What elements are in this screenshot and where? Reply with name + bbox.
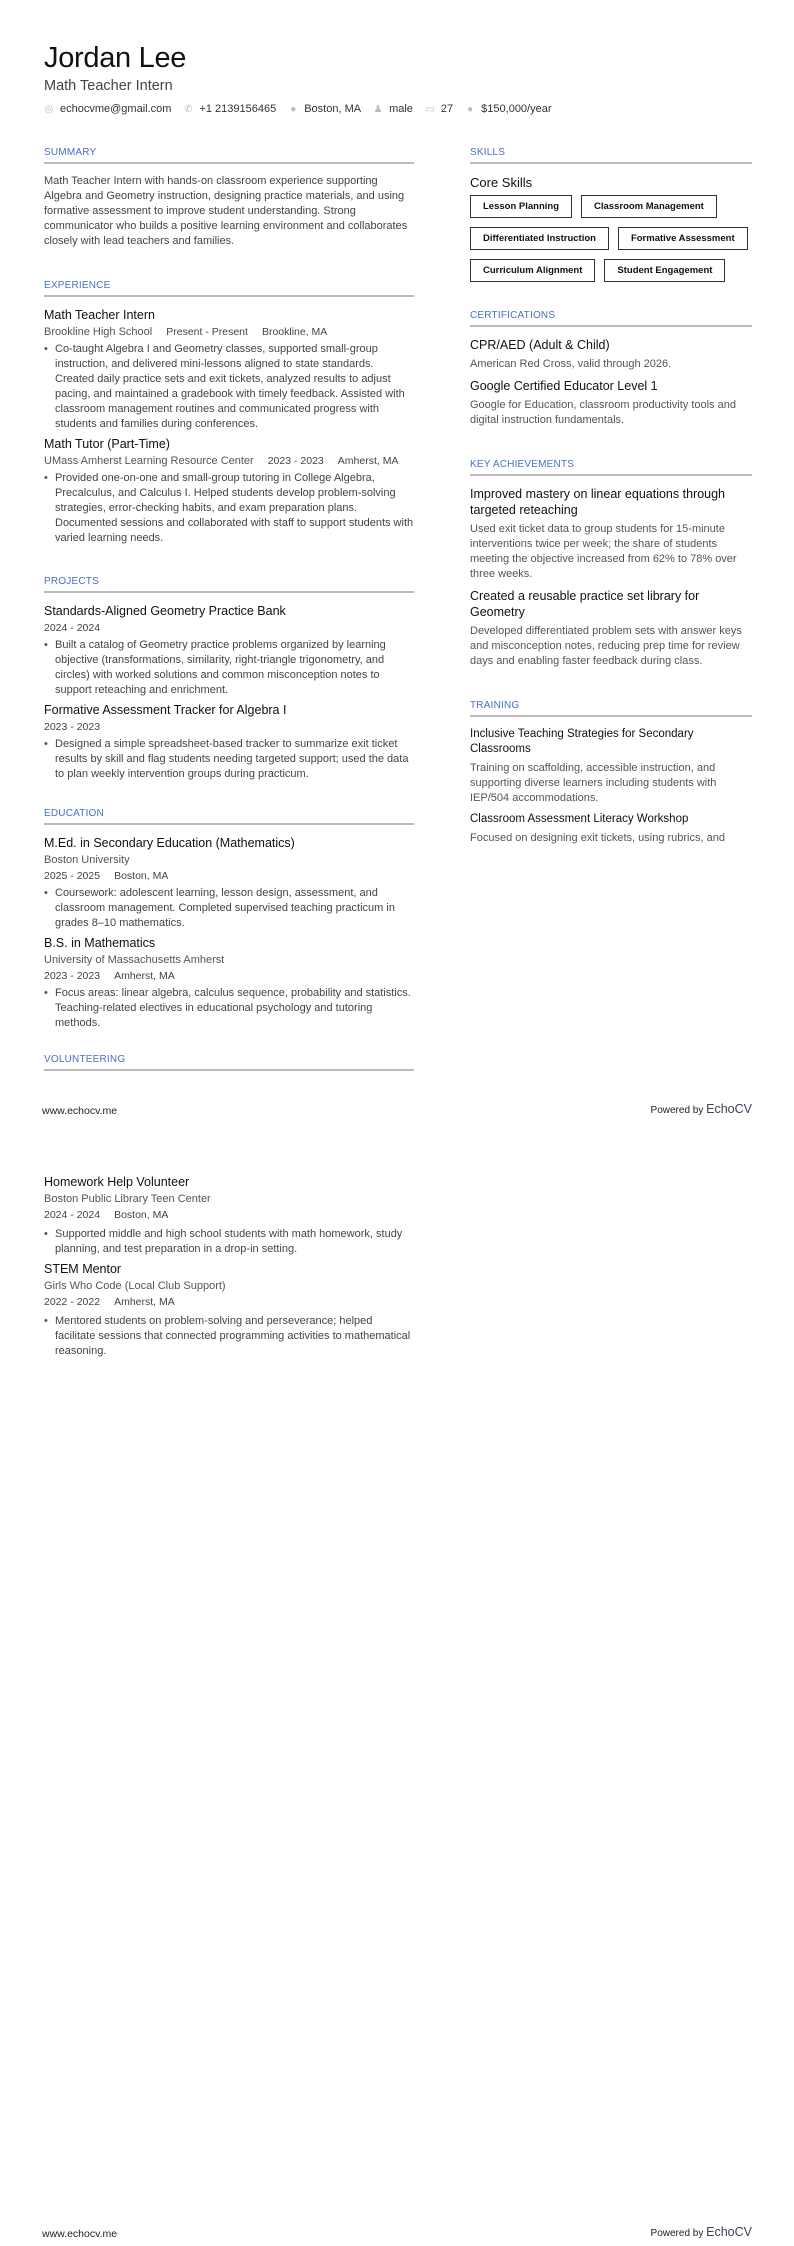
entry-org: Boston University [44, 854, 130, 866]
contact-text: 27 [440, 103, 454, 115]
skill-chips [470, 195, 752, 282]
entry-dates: 2023 - 2023 [44, 721, 101, 733]
entry-title: M.Ed. in Secondary Education (Mathematics) [44, 836, 295, 850]
entry-bullet: • Built a catalog of Geometry practice problems organized by learning objective (transformations, similarity, right-triangle trigonometry, and circles) with worked solutions and common misconception notes to support reteaching and enrichment. [44, 638, 414, 698]
skill-chip: Student Engagement [604, 259, 725, 282]
entry [44, 1174, 414, 1257]
entry-title: STEM Mentor [44, 1262, 122, 1276]
section-divider [44, 295, 414, 297]
entry-location: Boston, MA [114, 1209, 169, 1221]
candidate-name: Jordan Lee [44, 42, 187, 74]
entry-meta [44, 968, 414, 984]
entry-org: Brookline High School [44, 326, 153, 338]
entry-meta [44, 1207, 414, 1223]
contact-item [44, 103, 171, 115]
section-divider [470, 715, 752, 717]
section-heading: EDUCATION [44, 808, 104, 819]
section-heading: SUMMARY [44, 147, 97, 158]
entry-bullet: • Coursework: adolescent learning, lesson design, assessment, and classroom management. Completed supervised teaching practicum in grades 8–10 mathematics. [44, 886, 414, 931]
section-heading: KEY ACHIEVEMENTS [470, 459, 575, 470]
entry-title: Homework Help Volunteer [44, 1175, 190, 1189]
education-section [44, 808, 414, 1035]
entry-bullet: • Supported middle and high school students with math homework, study planning, and test preparation in a drop-in setting. [44, 1227, 414, 1257]
footer-powered [651, 1102, 752, 1116]
powered-by-label: Powered by [650, 1105, 704, 1116]
item-description: Training on scaffolding, accessible instruction, and supporting diverse learners including students with IEP/504 accommodations. [470, 762, 717, 804]
entry-meta [44, 324, 414, 340]
contact-item [183, 103, 276, 115]
entry-title: Standards-Aligned Geometry Practice Bank [44, 604, 286, 618]
entry-title: B.S. in Mathematics [44, 936, 156, 950]
skill-chip: Curriculum Alignment [470, 259, 595, 282]
entry-dates: 2024 - 2024 [44, 1209, 101, 1221]
item-title: Created a reusable practice set library for Geometry [470, 589, 700, 619]
person-icon: ♟ [373, 103, 383, 115]
skills-group-title: Core Skills [470, 175, 533, 190]
contact-text: $150,000/year [481, 103, 552, 115]
skills-section [470, 147, 752, 282]
entry-bullet: • Co-taught Algebra I and Geometry classes, supported small-group instruction, and delivered mini-lessons aligned to state standards. Created daily practice sets and exit tickets, analyzed results to adjust pacing, and maintained a gradebook with timely feedback. Assisted with classroom management routines and communicated progress with students and families during conferences. [44, 342, 414, 432]
section-divider [470, 162, 752, 164]
contact-item [288, 103, 361, 115]
section-divider [44, 162, 414, 164]
summary-text: Math Teacher Intern with hands-on classroom experience supporting Algebra and Geometry instruction, designing practice materials, and using formative assessment to improve student understanding. Strong communicator who builds a positive learning environment and collaborates closely with lead teachers and families. [44, 175, 408, 247]
entry-org: Boston Public Library Teen Center [44, 1193, 211, 1205]
item-description: Used exit ticket data to group students for 15-minute interventions twice per week; the share of students meeting the objective increased from 62% to 78% over three weeks. [470, 523, 737, 580]
entry-location: Amherst, MA [337, 455, 399, 467]
entry-bullet: • Focus areas: linear algebra, calculus sequence, probability and statistics. Teaching-related electives in educational psychology and tutoring methods. [44, 986, 414, 1031]
contact-text[interactable]: echocvme@gmail.com [60, 103, 172, 115]
calendar-icon: ▭ [425, 103, 435, 115]
entry-meta [44, 1294, 414, 1310]
entry-dates: 2024 - 2024 [44, 622, 101, 634]
entry-meta [44, 620, 414, 636]
section-heading: PROJECTS [44, 576, 99, 587]
section-heading: EXPERIENCE [44, 280, 111, 291]
echocv-brand[interactable]: EchoCV [706, 2225, 752, 2239]
entry-title: Math Tutor (Part-Time) [44, 437, 170, 451]
volunteering-list [44, 1172, 414, 1363]
entry-location: Amherst, MA [114, 1296, 175, 1308]
contact-text: Boston, MA [304, 103, 362, 115]
entry-meta [44, 868, 414, 884]
entry-bullet: • Mentored students on problem-solving and perseverance; helped facilitate sessions that connected programming activities to mathematical reasoning. [44, 1314, 414, 1359]
item-title: CPR/AED (Adult & Child) [470, 338, 610, 352]
contact-text[interactable]: +1 2139156465 [199, 103, 277, 115]
volunteering-section [44, 1054, 414, 1081]
entry-dates: 2022 - 2022 [44, 1296, 101, 1308]
achievements-section [470, 459, 752, 675]
skill-chip: Differentiated Instruction [470, 227, 609, 250]
entry-dates: 2023 - 2023 [44, 970, 101, 982]
contact-item [373, 103, 413, 115]
section-heading: TRAINING [470, 700, 520, 711]
entry-title: Math Teacher Intern [44, 308, 155, 322]
summary-section [44, 147, 414, 249]
certifications-section [470, 310, 752, 434]
item-title: Google Certified Educator Level 1 [470, 379, 658, 393]
entry-meta [44, 453, 414, 469]
powered-by-label: Powered by [650, 2228, 704, 2239]
section-heading: VOLUNTEERING [44, 1054, 126, 1065]
item-description: Focused on designing exit tickets, using rubrics, and [470, 832, 725, 844]
entry-org: UMass Amherst Learning Resource Center [44, 455, 254, 467]
entry-title: Formative Assessment Tracker for Algebra I [44, 703, 287, 717]
entry [44, 307, 414, 432]
item-description: Developed differentiated problem sets with answer keys and misconception notes, reducing prep time for review days and enabling faster feedback during class. [470, 625, 742, 667]
skill-chip: Classroom Management [581, 195, 717, 218]
entry-bullet: • Provided one-on-one and small-group tutoring in College Algebra, Precalculus, and Calculus I. Helped students develop problem-solving strategies, error-checking habits, and exam preparation plans. Documented sessions and collaborated with staff to support students with varied learning needs. [44, 471, 414, 546]
entry [44, 1261, 414, 1359]
entry [44, 603, 414, 698]
entry-bullet: • Designed a simple spreadsheet-based tracker to summarize exit ticket results by skill and flag students needing targeted support; used the data to plan weekly intervention groups during practicum. [44, 737, 414, 782]
projects-section [44, 576, 414, 786]
item-title: Classroom Assessment Literacy Workshop [470, 813, 689, 825]
entry-meta [44, 719, 414, 735]
skill-chip: Lesson Planning [470, 195, 572, 218]
footer-powered [651, 2225, 752, 2239]
item-description: Google for Education, classroom productivity tools and digital instruction fundamentals. [470, 399, 736, 426]
footer-site-link[interactable]: www.echocv.me [42, 1105, 118, 1117]
section-divider [44, 823, 414, 825]
skill-chip: Formative Assessment [618, 227, 748, 250]
echocv-brand[interactable]: EchoCV [706, 1102, 752, 1116]
entry-dates: Present - Present [166, 326, 248, 338]
entry [44, 935, 414, 1031]
contact-item [465, 103, 551, 115]
item-description: American Red Cross, valid through 2026. [470, 358, 672, 370]
entry-org: Girls Who Code (Local Club Support) [44, 1280, 226, 1292]
training-section [470, 700, 752, 852]
entry-location: Amherst, MA [114, 970, 175, 982]
section-divider [44, 591, 414, 593]
section-divider [470, 325, 752, 327]
entry-location: Brookline, MA [261, 326, 328, 338]
email-icon: ◎ [44, 103, 54, 115]
experience-section [44, 280, 414, 550]
entry [44, 835, 414, 931]
entry [44, 702, 414, 782]
phone-icon: ✆ [184, 103, 193, 115]
contact-row [44, 103, 552, 115]
salary-icon: ● [467, 103, 474, 115]
section-divider [44, 1069, 414, 1071]
contact-item [425, 103, 453, 115]
section-heading: CERTIFICATIONS [470, 310, 556, 321]
entry-dates: 2025 - 2025 [44, 870, 101, 882]
item-title: Improved mastery on linear equations through targeted reteaching [470, 487, 726, 517]
entry [44, 436, 414, 546]
contact-text: male [389, 103, 413, 115]
footer-site-link[interactable]: www.echocv.me [42, 2228, 118, 2240]
item-title: Inclusive Teaching Strategies for Secondary Classrooms [470, 728, 694, 755]
entry-dates: 2023 - 2023 [267, 455, 324, 467]
location-icon: ● [290, 103, 297, 115]
section-heading: SKILLS [470, 147, 506, 158]
entry-org: University of Massachusetts Amherst [44, 954, 225, 966]
section-divider [470, 474, 752, 476]
entry-location: Boston, MA [114, 870, 169, 882]
candidate-title: Math Teacher Intern [44, 78, 173, 94]
